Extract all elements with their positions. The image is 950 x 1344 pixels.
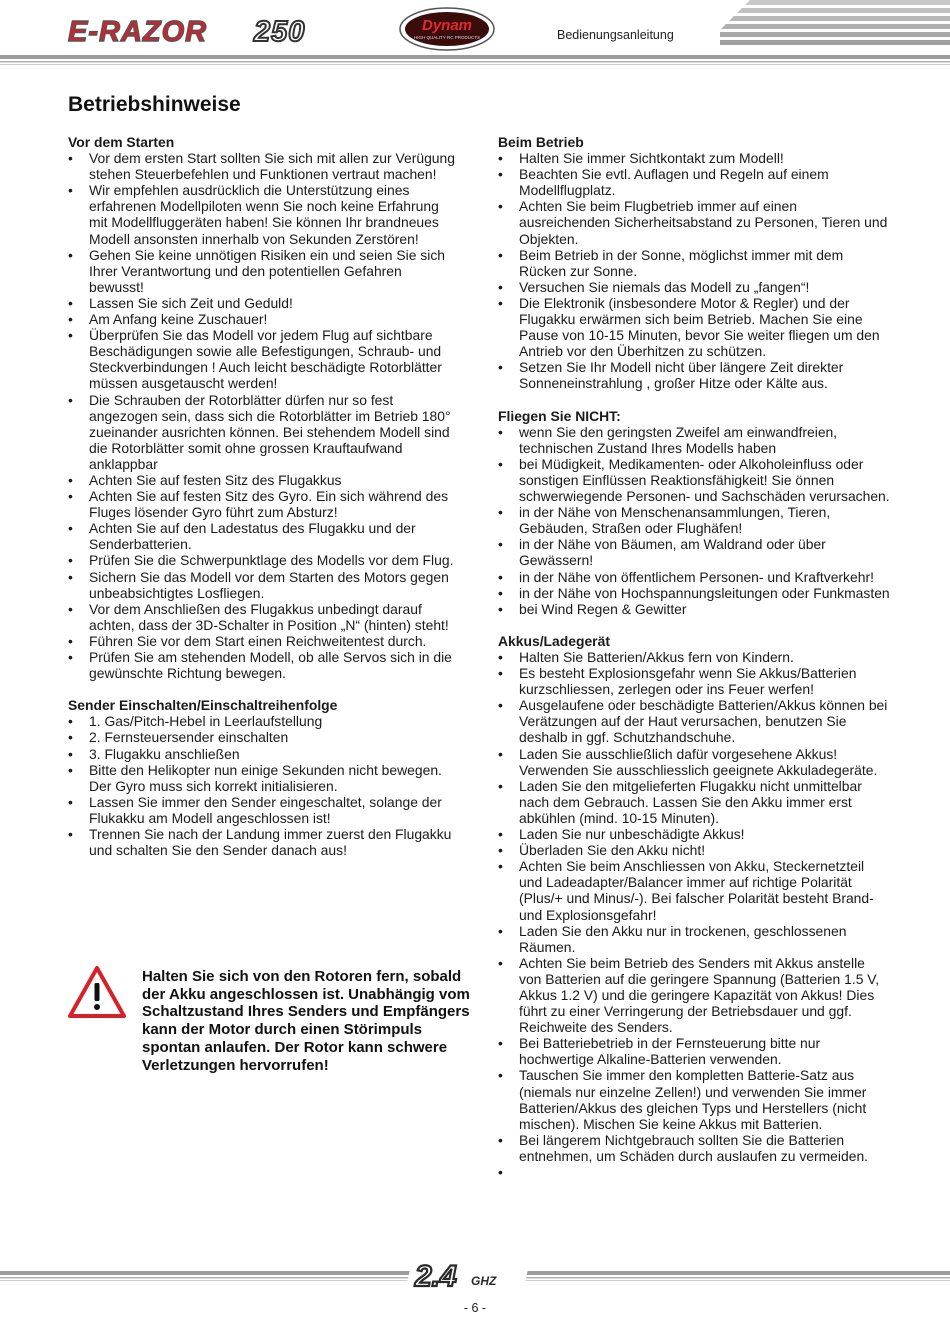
list-item: • Halten Sie immer Sichtkontakt zum Modell! [498,150,890,166]
right-column [498,134,890,1196]
list-item: • in der Nähe von Bäumen, am Waldrand oder über Gewässern! [498,536,890,568]
bullet-list [68,150,460,681]
list-item: • Achten Sie beim Betrieb des Senders mit Akkus anstelle von Batterien auf die geringere Spannung (Batterien 1.5 V, Akkus 1.2 V) und die geringere Kapazität von Akkus! Dies führt zu einer Verringerung der Betriebsdauer und ggf. Reichweite des Senders. [498,955,890,1035]
list-item: • Sichern Sie das Modell vor dem Starten des Motors gegen unbeabsichtigtes Losfliegen. [68,569,460,601]
model-250-label: 250 [254,16,306,46]
list-item: • Ausgelaufene oder beschädigte Batterien/Akkus können bei Verätzungen auf der Haut verursachen, benutzen Sie deshalb in ggf. Schutzhandschuhe. [498,697,890,745]
list-item: • Tauschen Sie immer den kompletten Batterie-Satz aus (niemals nur einzelne Zellen!) und verwenden Sie immer Batterien/Akkus des gleichen Typs und Herstellers (nicht mischen). Mischen Sie keine Akkus mit Batterien. [498,1067,890,1131]
header-divider-bar [0,55,950,67]
list-item: • Prüfen Sie am stehenden Modell, ob alle Servos sich in die gewünschte Richtung bewegen. [68,649,460,681]
warning-text: Halten Sie sich von den Rotoren fern, sobald der Akku angeschlossen ist. Unabhängig vom Schaltzustand Ihres Senders und Empfängers kann der Motor durch einen Störimpuls spontan anlaufen. Der Rotor kann schwere Verletzungen hervorrufen! [142,968,470,1074]
bullet-list [498,150,890,391]
svg-text:GHZ: GHZ [471,1274,497,1288]
list-item: • Überladen Sie den Akku nicht! [498,842,890,858]
list-item: • Wir empfehlen ausdrücklich die Unterstützung eines erfahrenen Modellpiloten wenn Sie noch keine Erfahrung mit Modellfluggeräten haben! Sie können Ihr brandneues Modell ansonsten innerhalb von Sekunden Zerstören! [68,182,460,246]
list-item: • Halten Sie Batterien/Akkus fern von Kindern. [498,649,890,665]
list-item: • in der Nähe von öffentlichem Personen- und Kraftverkehr! [498,569,890,585]
list-item: • Achten Sie auf festen Sitz des Flugakkus [68,472,460,488]
dynam-logo [398,6,496,52]
list-item: • Beachten Sie evtl. Auflagen und Regeln auf einem Modellflugplatz. [498,166,890,198]
list-item: • Achten Sie auf den Ladestatus des Flugakku und der Senderbatterien. [68,520,460,552]
list-item: • Versuchen Sie niemals das Modell zu „fangen“! [498,279,890,295]
list-item: • Gehen Sie keine unnötigen Risiken ein und seien Sie sich Ihrer Verantwortung und den potentiellen Gefahren bewusst! [68,247,460,295]
list-item: • Die Elektronik (insbesondere Motor & Regler) und der Flugakku erwärmen sich beim Betrieb. Machen Sie eine Pause von 10-15 Minuten, bevor Sie weiter fliegen um den Antrieb vor den Überhitzen zu schützen. [498,295,890,359]
list-item: • 3. Flugakku anschließen [68,746,460,762]
section-beim-betrieb [498,134,890,392]
list-item: • Es besteht Explosionsgefahr wenn Sie Akkus/Batterien kurzschliessen, zerlegen oder ins Feuer werfen! [498,665,890,697]
bullet-list [498,424,890,617]
section-sender-einschalten [68,697,460,858]
list-item: • Laden Sie ausschließlich dafür vorgesehene Akkus! Verwenden Sie ausschliesslich geeignete Akkuladegeräte. [498,746,890,778]
list-item: • 2. Fernsteuersender einschalten [68,729,460,745]
e-razor-logo [66,14,346,46]
header-stripes-decoration [720,0,950,50]
section-vor-dem-starten [68,134,460,681]
list-item: • Achten Sie beim Flugbetrieb immer auf einen ausreichenden Sicherheitsabstand zu Personen, Tieren und Objekten. [498,198,890,246]
list-item: • Am Anfang keine Zuschauer! [68,311,460,327]
list-item: • Laden Sie den Akku nur in trockenen, geschlossenen Räumen. [498,923,890,955]
list-item: • Trennen Sie nach der Landung immer zuerst den Flugakku und schalten Sie den Sender danach aus! [68,826,460,858]
section-fliegen-sie-nicht [498,408,890,617]
list-item: • Laden Sie den mitgelieferten Flugakku nicht unmittelbar nach dem Gebrauch. Lassen Sie den Akku immer erst abkühlen (mind. 10-15 Minuten). [498,778,890,826]
list-item: • in der Nähe von Hochspannungsleitungen oder Funkmasten [498,585,890,601]
list-item: • Die Schrauben der Rotorblätter dürfen nur so fest angezogen sein, dass sich die Rotorblätter im Betrieb 180° zueinander ausrichten können. Bei stehendem Modell sind die Rotorblätter somit ohne grossen Krauftaufwand anklappbar [68,392,460,472]
list-item: • Bei längerem Nichtgebrauch sollten Sie die Batterien entnehmen, um Schäden durch auslaufen zu vermeiden. [498,1132,890,1164]
list-item: • Vor dem Anschließen des Flugakkus unbedingt darauf achten, dass der 3D-Schalter in Position „N“ (hinten) steht! [68,601,460,633]
list-item: • Achten Sie auf festen Sitz des Gyro. Ein sich während des Fluges lösender Gyro führt zum Absturz! [68,488,460,520]
warning-triangle-icon [68,966,126,1018]
list-item: • Führen Sie vor dem Start einen Reichweitentest durch. [68,633,460,649]
list-item: • Bitte den Helikopter nun einige Sekunden nicht bewegen. Der Gyro muss sich korrekt initialisieren. [68,762,460,794]
page-header [0,0,950,70]
section-heading: Sender Einschalten/Einschaltreihenfolge [68,697,338,714]
list-item: • Überprüfen Sie das Modell vor jedem Flug auf sichtbare Beschädigungen sowie alle Befestigungen, Schraub- und Steckverbindungen ! Auch leicht beschädigte Rotorblätter müssen ausgetauscht werden! [68,327,460,391]
document-type-label: Bedienungsanleitung [557,28,674,42]
page-number: - 6 - [463,1301,487,1315]
svg-text:Dynam: Dynam [421,17,473,34]
list-item: • wenn Sie den geringsten Zweifel am einwandfreien, technischen Zustand Ihres Modells haben [498,424,890,456]
left-column [68,134,460,874]
list-item: • Lassen Sie sich Zeit und Geduld! [68,295,460,311]
2-4-ghz-logo [405,1255,533,1293]
list-item: • bei Müdigkeit, Medikamenten- oder Alkoholeinfluss oder sonstigen Einflüssen Reaktionsfähigkeit! Sie önnen schwerwiegende Personen- und Sachschäden verursachen. [498,456,890,504]
list-item: • Setzen Sie Ihr Modell nicht über längere Zeit direkter Sonneneinstrahlung , großer Hitze oder Kälte aus. [498,359,890,391]
section-heading: Akkus/Ladegerät [498,632,610,649]
svg-text:2.4: 2.4 [415,1260,457,1293]
svg-text:E-RAZOR: E-RAZOR [68,16,208,46]
section-akkus-ladegeraet [498,633,890,1180]
bullet-list [498,649,890,1180]
list-item: • Beim Betrieb in der Sonne, möglichst immer mit dem Rücken zur Sonne. [498,247,890,279]
section-heading: Fliegen Sie NICHT: [498,407,621,424]
list-item: • Prüfen Sie die Schwerpunktlage des Modells vor dem Flug. [68,552,460,568]
section-heading: Vor dem Starten [68,134,175,150]
list-item [498,1164,890,1180]
section-heading: Beim Betrieb [498,134,584,150]
list-item: • Vor dem ersten Start sollten Sie sich mit allen zur Verügung stehen Steuerbefehlen und Funktionen vertraut machen! [68,150,460,182]
list-item: • bei Wind Regen & Gewitter [498,601,890,617]
bullet-list [68,713,460,858]
list-item: • Bei Batteriebetrieb in der Fernsteuerung bitte nur hochwertige Alkaline-Batterien verwenden. [498,1035,890,1067]
list-item: • Achten Sie beim Anschliessen von Akku, Steckernetzteil und Ladeadapter/Balancer immer auf richtige Polarität (Plus/+ und Minus/-). Bei falscher Polarität besteht Brand- und Explosionsgefahr! [498,858,890,922]
list-item: • Lassen Sie immer den Sender eingeschaltet, solange der Flukakku am Modell angeschlossen ist! [68,794,460,826]
list-item: • 1. Gas/Pitch-Hebel in Leerlaufstellung [68,713,460,729]
svg-text:HIGH QUALITY RC PRODUCTS: HIGH QUALITY RC PRODUCTS [414,35,480,40]
page-title: Betriebshinweise [68,93,241,116]
list-item: • in der Nähe von Menschenansammlungen, Tieren, Gebäuden, Straßen oder Flughäfen! [498,504,890,536]
list-item: • Laden Sie nur unbeschädigte Akkus! [498,826,890,842]
